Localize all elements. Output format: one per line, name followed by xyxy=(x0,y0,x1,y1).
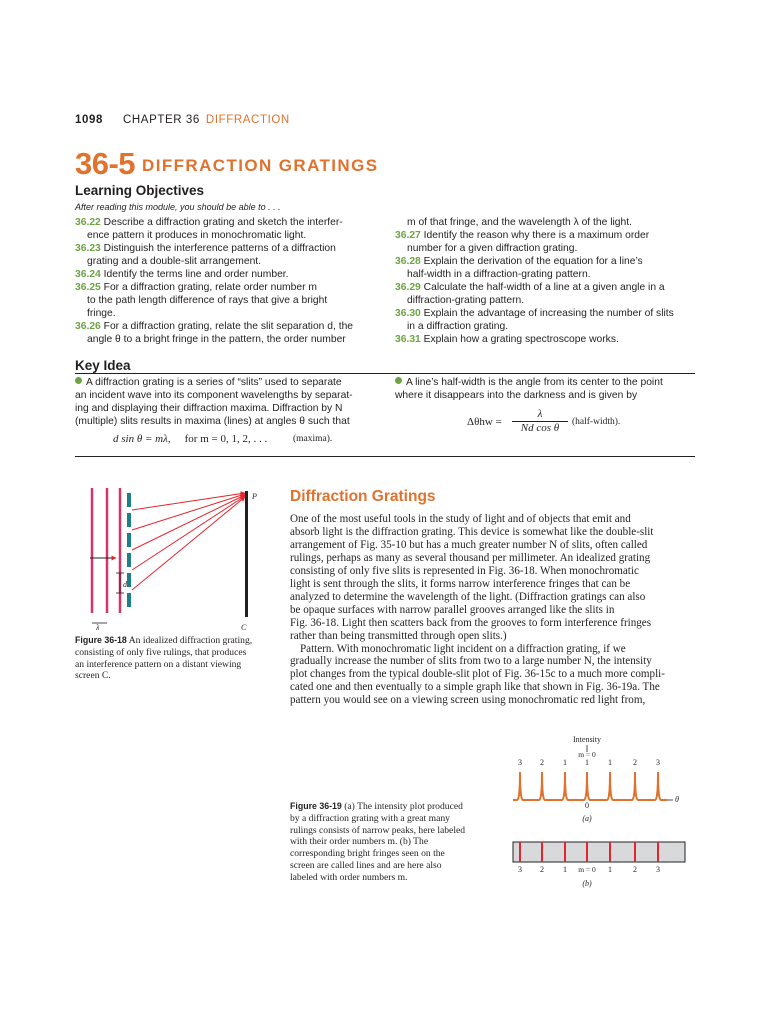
chapter-title: DIFFRACTION xyxy=(205,114,290,126)
learning-objectives-intro: After reading this module, you should be able to . . . xyxy=(75,202,281,212)
order-label: 1 xyxy=(608,758,612,767)
equation-half-width-lhs: Δθhw = xyxy=(467,416,502,428)
fringe-label: 1 xyxy=(563,865,567,874)
key-idea-heading: Key Idea xyxy=(75,358,131,373)
objective-36-27: 36.27 Identify the reason why there is a maximum order number for a given diffraction grating. xyxy=(395,230,650,254)
figure-36-19-caption: Figure 36-19 (a) The intensity plot produced by a diffraction grating with a great many rulings consists of narrow peaks, here labeled with their order numbers m. (b) The corresponding bright fringes seen on the screen are called lines and are here also labeled with order numbers m. xyxy=(290,801,466,883)
figure-36-18-diagram xyxy=(80,483,280,633)
equation-half-width-fraction: λ Nd cos θ xyxy=(512,408,568,434)
bullet-icon xyxy=(395,377,402,384)
figure-36-19b-fringe-strip xyxy=(512,840,692,892)
page-number: 1098 xyxy=(75,114,103,126)
equation-maxima: d sin θ = mλ, for m = 0, 1, 2, . . . xyxy=(113,433,268,445)
order-label: 2 xyxy=(633,758,637,767)
objective-36-31: 36.31 Explain how a grating spectroscope works. xyxy=(395,334,619,345)
subfigure-b-label: (b) xyxy=(582,879,592,888)
running-head xyxy=(75,114,290,126)
fringe-label: 3 xyxy=(656,865,660,874)
fringe-label: 3 xyxy=(518,865,522,874)
grating xyxy=(127,493,131,607)
fringe-label: 2 xyxy=(540,865,544,874)
label-lambda: λ xyxy=(96,623,100,632)
order-label: 1 xyxy=(563,758,567,767)
key-idea-bottom-rule xyxy=(75,456,695,457)
subsection-title: Diffraction Gratings xyxy=(290,488,436,505)
order-label: 3 xyxy=(518,758,522,767)
fringe-label: 2 xyxy=(633,865,637,874)
zero-label: 0 xyxy=(585,801,589,810)
equation-maxima-tag: (maxima). xyxy=(293,434,333,444)
bullet-icon xyxy=(75,377,82,384)
key-idea-right: A line’s half-width is the angle from its center to the point where it disappears into the darkness and is given by xyxy=(395,377,663,401)
equation-half-width-tag: (half-width). xyxy=(572,417,621,427)
body-text: One of the most useful tools in the study of light and of objects that emit and absorb light is the diffraction grating. This device is somewhat like the double-slit arrangement of Fig. 35-10 but has a much greater number N of slits, often called rulings, perhaps as many as several thousand per millimeter. An idealized grating consisting of only five slits is represented in Fig. 36-18. When monochromatic light is sent through the slits, it forms narrow interference fringes that can be analyzed to determine the wavelength of the light. (Diffraction gratings can also be opaque surfaces with narrow parallel grooves arranged like the slits in Fig. 36-18. Light then scatters back from the grooves to form interference fringes rather than being transmitted through open slits.) Pattern. With monochromatic light incident on a diffraction grating, if we gradually increase the number of slits from two to a large number N, the intensity plot changes from the typical double-slit plot of Fig. 36-15c to a much more compli- cated one and then eventually to a simple graph like that shown in Fig. 36-19a. The pattern you would see on a viewing screen using monochromatic red light from, xyxy=(290,513,665,707)
incident-wavefronts xyxy=(92,488,120,613)
objective-36-22: 36.22 Describe a diffraction grating and sketch the interfer- ence pattern it produces in monochromatic light. xyxy=(75,217,343,241)
section-number: 36-5 xyxy=(75,146,136,181)
objective-36-29: 36.29 Calculate the half-width of a line at a given angle in a diffraction-grating pattern. xyxy=(395,282,665,306)
figure-36-18-caption: Figure 36-18 An idealized diffraction grating, consisting of only five rulings, that produces an interference pattern on a distant viewing screen C. xyxy=(75,635,253,682)
subfigure-a-label: (a) xyxy=(582,814,592,823)
intensity-curve xyxy=(513,772,667,800)
m0-label: m = 0 xyxy=(578,750,596,759)
key-idea-left: A diffraction grating is a series of “slits” used to separate an incident wave into its component wavelengths by separat- ing and displaying their diffraction maxima. Diffraction by N (multiple) slits results in maxima (lines) at angles θ such that xyxy=(75,377,353,427)
order-label: 3 xyxy=(656,758,660,767)
objective-36-26-continued: m of that fringe, and the wavelength λ of the light. xyxy=(407,217,632,228)
chapter-label: CHAPTER 36 xyxy=(122,114,200,126)
label-c: C xyxy=(241,623,247,632)
viewing-screen xyxy=(245,491,248,617)
fringe-label: 1 xyxy=(608,865,612,874)
fringe-label: m = 0 xyxy=(578,865,596,874)
objective-36-28: 36.28 Explain the derivation of the equation for a line’s half-width in a diffraction-grating pattern. xyxy=(395,256,643,280)
objective-36-24: 36.24 Identify the terms line and order number. xyxy=(75,269,289,280)
label-p: P xyxy=(252,492,257,501)
order-label: 1 xyxy=(585,758,589,767)
section-name: DIFFRACTION GRATINGS xyxy=(142,156,379,175)
objective-36-26: 36.26 For a diffraction grating, relate the slit separation d, the angle θ to a bright fringe in the pattern, the order number xyxy=(75,321,354,345)
intensity-label: Intensity xyxy=(573,735,601,744)
objective-36-30: 36.30 Explain the advantage of increasing the number of slits in a diffraction grating. xyxy=(395,308,674,332)
section-title xyxy=(75,146,378,182)
order-label: 2 xyxy=(540,758,544,767)
objective-36-25: 36.25 For a diffraction grating, relate order number m to the path length difference of rays that give a bright fringe. xyxy=(75,282,328,319)
theta-label: θ xyxy=(675,795,679,804)
key-idea-rule xyxy=(75,373,695,374)
figure-36-19a-intensity-plot xyxy=(505,730,700,825)
diffracted-rays xyxy=(132,493,245,590)
learning-objectives-heading: Learning Objectives xyxy=(75,183,205,198)
label-d: d xyxy=(123,580,127,589)
objective-36-23: 36.23 Distinguish the interference patterns of a diffraction grating and a double-slit arrangement. xyxy=(75,243,336,267)
